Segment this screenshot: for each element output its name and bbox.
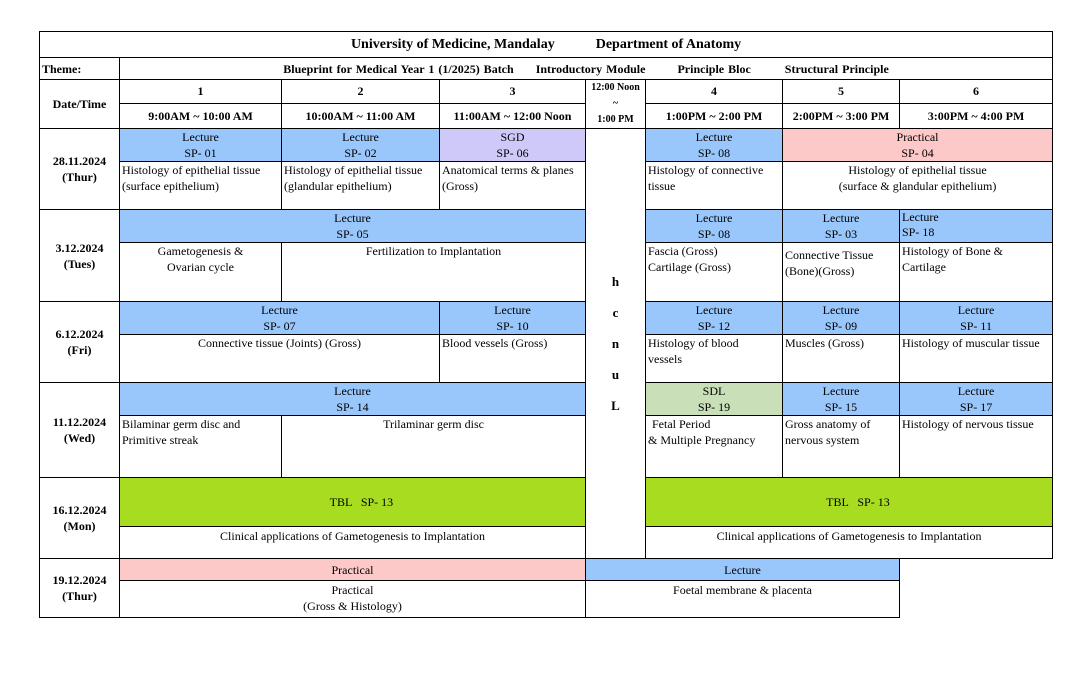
topic-line: Histology of epithelial tissue <box>284 163 423 177</box>
session-type: Lecture <box>494 303 531 317</box>
day-text: (Mon) <box>63 519 96 533</box>
session-type: Lecture <box>957 303 995 317</box>
session-header <box>120 383 586 416</box>
topic-line: Clinical applications of Gametogenesis to Implantation <box>716 529 982 543</box>
session-type: Lecture <box>334 211 371 225</box>
session-header <box>900 210 1053 243</box>
day-text: (Tues) <box>63 256 96 271</box>
session-type: Lecture <box>822 303 860 317</box>
topic-line: Histology of connective <box>648 163 764 177</box>
period-time: 11:00AM ~ 12:00 Noon <box>440 103 586 128</box>
date-text: 16.12.2024 <box>52 503 107 517</box>
session-type: Lecture <box>822 384 860 398</box>
session-type: TBL SP- 13 <box>826 495 890 509</box>
topic-line: Trilaminar germ disc <box>383 417 484 431</box>
session-code: SP- 11 <box>960 319 992 333</box>
session-topic <box>900 243 1053 302</box>
session-header <box>440 302 586 335</box>
session-type: Lecture <box>261 303 298 317</box>
topic-line: (Gross) <box>442 179 478 193</box>
session-header <box>282 129 440 162</box>
session-header <box>783 383 900 416</box>
topic-line: tissue <box>648 179 676 193</box>
row-date <box>40 129 120 210</box>
session-type: Lecture <box>342 130 379 144</box>
timetable <box>39 31 1053 618</box>
session-type: Lecture <box>695 130 733 144</box>
date-text: 3.12.2024 <box>55 240 104 255</box>
session-topic <box>900 416 1053 478</box>
session-topic <box>783 162 1053 210</box>
lunch-letter: h <box>611 274 620 289</box>
session-type: Practical <box>896 130 939 144</box>
session-code: SP- 12 <box>697 319 731 333</box>
topic-line: Ovarian cycle <box>167 260 234 274</box>
session-topic <box>646 335 783 383</box>
lunch-time-end: 1:00 PM <box>597 114 634 125</box>
topic-line: Primitive streak <box>122 433 199 447</box>
session-topic <box>646 527 1053 559</box>
topic-line: Foetal membrane & placenta <box>673 583 812 597</box>
session-topic <box>646 162 783 210</box>
session-topic <box>120 162 282 210</box>
session-code: SP- 01 <box>184 146 217 160</box>
topic-line: Cartilage <box>902 260 946 274</box>
period-number: 1 <box>120 80 282 104</box>
session-code: SP- 03 <box>824 227 858 241</box>
session-code: SP- 15 <box>824 400 858 414</box>
topic-line: Histology of nervous tissue <box>902 417 1034 431</box>
topic-line: Histology of blood <box>648 336 739 350</box>
session-topic <box>120 416 282 478</box>
session-type: Lecture <box>724 562 761 577</box>
topic-line: (surface epithelium) <box>122 179 219 193</box>
topic-line: (surface & glandular epithelium) <box>838 179 997 193</box>
lunch-time-sep: ~ <box>612 98 619 109</box>
session-code: SP- 14 <box>336 400 369 414</box>
topic-line: Gross anatomy of <box>785 417 871 431</box>
session-topic <box>120 581 586 618</box>
period-number: 4 <box>646 80 783 104</box>
lunch-letter: n <box>611 336 620 351</box>
session-topic <box>282 416 586 478</box>
period-time: 1:00PM ~ 2:00 PM <box>646 103 783 128</box>
session-code: SP- 09 <box>824 319 858 333</box>
session-header <box>783 129 1053 162</box>
period-number: 5 <box>783 80 900 104</box>
page-title <box>40 32 1053 58</box>
session-code: SP- 04 <box>901 146 934 160</box>
date-text: 11.12.2024 <box>52 415 107 429</box>
row-date <box>40 559 120 618</box>
session-code: SP- 07 <box>263 319 296 333</box>
university-name: University of Medicine, Mandalay <box>350 36 555 52</box>
period-time: 2:00PM ~ 3:00 PM <box>783 103 900 128</box>
session-topic <box>120 335 440 383</box>
topic-line: Histology of epithelial tissue <box>848 163 987 177</box>
session-code: SP- 08 <box>697 227 731 241</box>
topic-line: Practical <box>331 583 374 597</box>
lunch-letter: L <box>611 398 620 413</box>
topic-line: Blood vessels (Gross) <box>442 336 548 350</box>
session-type: SGD <box>500 130 525 144</box>
topic-line: Connective Tissue <box>785 248 874 262</box>
theme-part: Blueprint for Medical Year 1 (1/2025) Batch <box>283 61 514 76</box>
lunch-time-start: 12:00 Noon <box>591 82 640 93</box>
session-type: Lecture <box>822 211 860 225</box>
session-topic <box>783 335 900 383</box>
topic-line: Cartilage (Gross) <box>648 260 731 274</box>
session-header <box>646 478 1053 527</box>
session-topic <box>282 162 440 210</box>
theme-part: Principle Bloc <box>677 61 751 76</box>
session-topic <box>783 243 900 302</box>
session-topic <box>783 416 900 478</box>
session-code: SP- 17 <box>959 400 993 414</box>
lunch-letter: c <box>612 305 619 320</box>
date-text: 6.12.2024 <box>55 327 104 341</box>
session-header <box>120 478 586 527</box>
session-header <box>900 383 1053 416</box>
topic-line: Histology of Bone & <box>902 244 1003 258</box>
session-header <box>646 302 783 335</box>
session-type: TBL SP- 13 <box>329 495 394 509</box>
lunch-time-header <box>586 80 646 129</box>
session-header <box>586 559 900 581</box>
date-text: 28.11.2024 <box>52 154 107 168</box>
topic-line: nervous system <box>785 433 860 447</box>
session-type: Lecture <box>695 211 733 225</box>
session-header <box>646 129 783 162</box>
session-code: SP- 19 <box>697 400 731 414</box>
session-topic <box>120 243 282 302</box>
session-code: SP- 18 <box>902 225 935 239</box>
topic-line: Fascia (Gross) <box>648 244 718 258</box>
session-code: SP- 02 <box>344 146 377 160</box>
session-topic <box>646 416 783 478</box>
day-text: (Fri) <box>67 343 92 357</box>
lunch-letter: u <box>611 367 620 382</box>
topic-line: Muscles (Gross) <box>785 336 864 350</box>
day-text: (Wed) <box>63 431 96 445</box>
session-type: Practical <box>331 562 374 577</box>
session-header <box>120 129 282 162</box>
session-topic <box>440 335 586 383</box>
day-text: (Thur) <box>62 589 97 603</box>
session-topic <box>586 581 900 618</box>
session-code: SP- 10 <box>496 319 529 333</box>
period-time: 9:00AM ~ 10:00 AM <box>120 103 282 128</box>
topic-line: Histology of epithelial tissue <box>122 163 261 177</box>
session-type: Lecture <box>334 384 371 398</box>
topic-line: Histology of muscular tissue <box>902 336 1040 350</box>
topic-line: (Bone)(Gross) <box>785 264 855 278</box>
theme-part: Introductory Module <box>535 61 646 76</box>
period-number: 2 <box>282 80 440 104</box>
session-header <box>646 383 783 416</box>
topic-line: Anatomical terms & planes <box>442 163 574 177</box>
department-name: Department of Anatomy <box>595 36 742 52</box>
session-header <box>900 302 1053 335</box>
session-header <box>120 302 440 335</box>
lunch-break <box>586 129 646 559</box>
session-topic <box>120 527 586 559</box>
session-header <box>120 559 586 581</box>
topic-line: (glandular epithelium) <box>284 179 392 193</box>
day-text: (Thur) <box>62 170 97 184</box>
period-number: 6 <box>900 80 1053 104</box>
session-topic <box>900 335 1053 383</box>
session-topic <box>646 243 783 302</box>
row-date <box>40 478 120 559</box>
date-time-header: Date/Time <box>40 80 120 129</box>
session-topic <box>440 162 586 210</box>
topic-line: vessels <box>648 352 682 366</box>
period-time: 3:00PM ~ 4:00 PM <box>900 103 1053 128</box>
row-date <box>40 210 120 302</box>
topic-line: (Gross & Histology) <box>303 599 402 613</box>
topic-line: Fetal Period <box>652 417 711 431</box>
session-header <box>646 210 783 243</box>
topic-line: Connective tissue (Joints) (Gross) <box>198 336 361 350</box>
session-header <box>440 129 586 162</box>
date-text: 19.12.2024 <box>52 573 107 587</box>
row-date <box>40 302 120 383</box>
session-topic <box>282 243 586 302</box>
session-code: SP- 08 <box>697 146 731 160</box>
topic-line: Bilaminar germ disc and <box>122 417 241 431</box>
session-type: SDL <box>702 384 726 398</box>
session-type: Lecture <box>957 384 995 398</box>
topic-line: & Multiple Pregnancy <box>648 433 756 447</box>
session-code: SP- 06 <box>496 146 529 160</box>
row-date <box>40 383 120 478</box>
theme-value <box>120 58 1053 80</box>
topic-line: Fertilization to Implantation <box>365 244 502 258</box>
topic-line: Gametogenesis & <box>157 244 244 258</box>
period-time: 10:00AM ~ 11:00 AM <box>282 103 440 128</box>
session-header <box>783 302 900 335</box>
period-number: 3 <box>440 80 586 104</box>
session-header <box>120 210 586 243</box>
theme-label: Theme: <box>40 58 120 80</box>
session-header <box>783 210 900 243</box>
session-type: Lecture <box>182 130 219 144</box>
session-code: SP- 05 <box>336 227 369 241</box>
session-type: Lecture <box>695 303 733 317</box>
session-type: Lecture <box>902 210 939 224</box>
topic-line: Clinical applications of Gametogenesis to Implantation <box>220 529 485 543</box>
theme-part: Structural Principle <box>784 61 889 76</box>
